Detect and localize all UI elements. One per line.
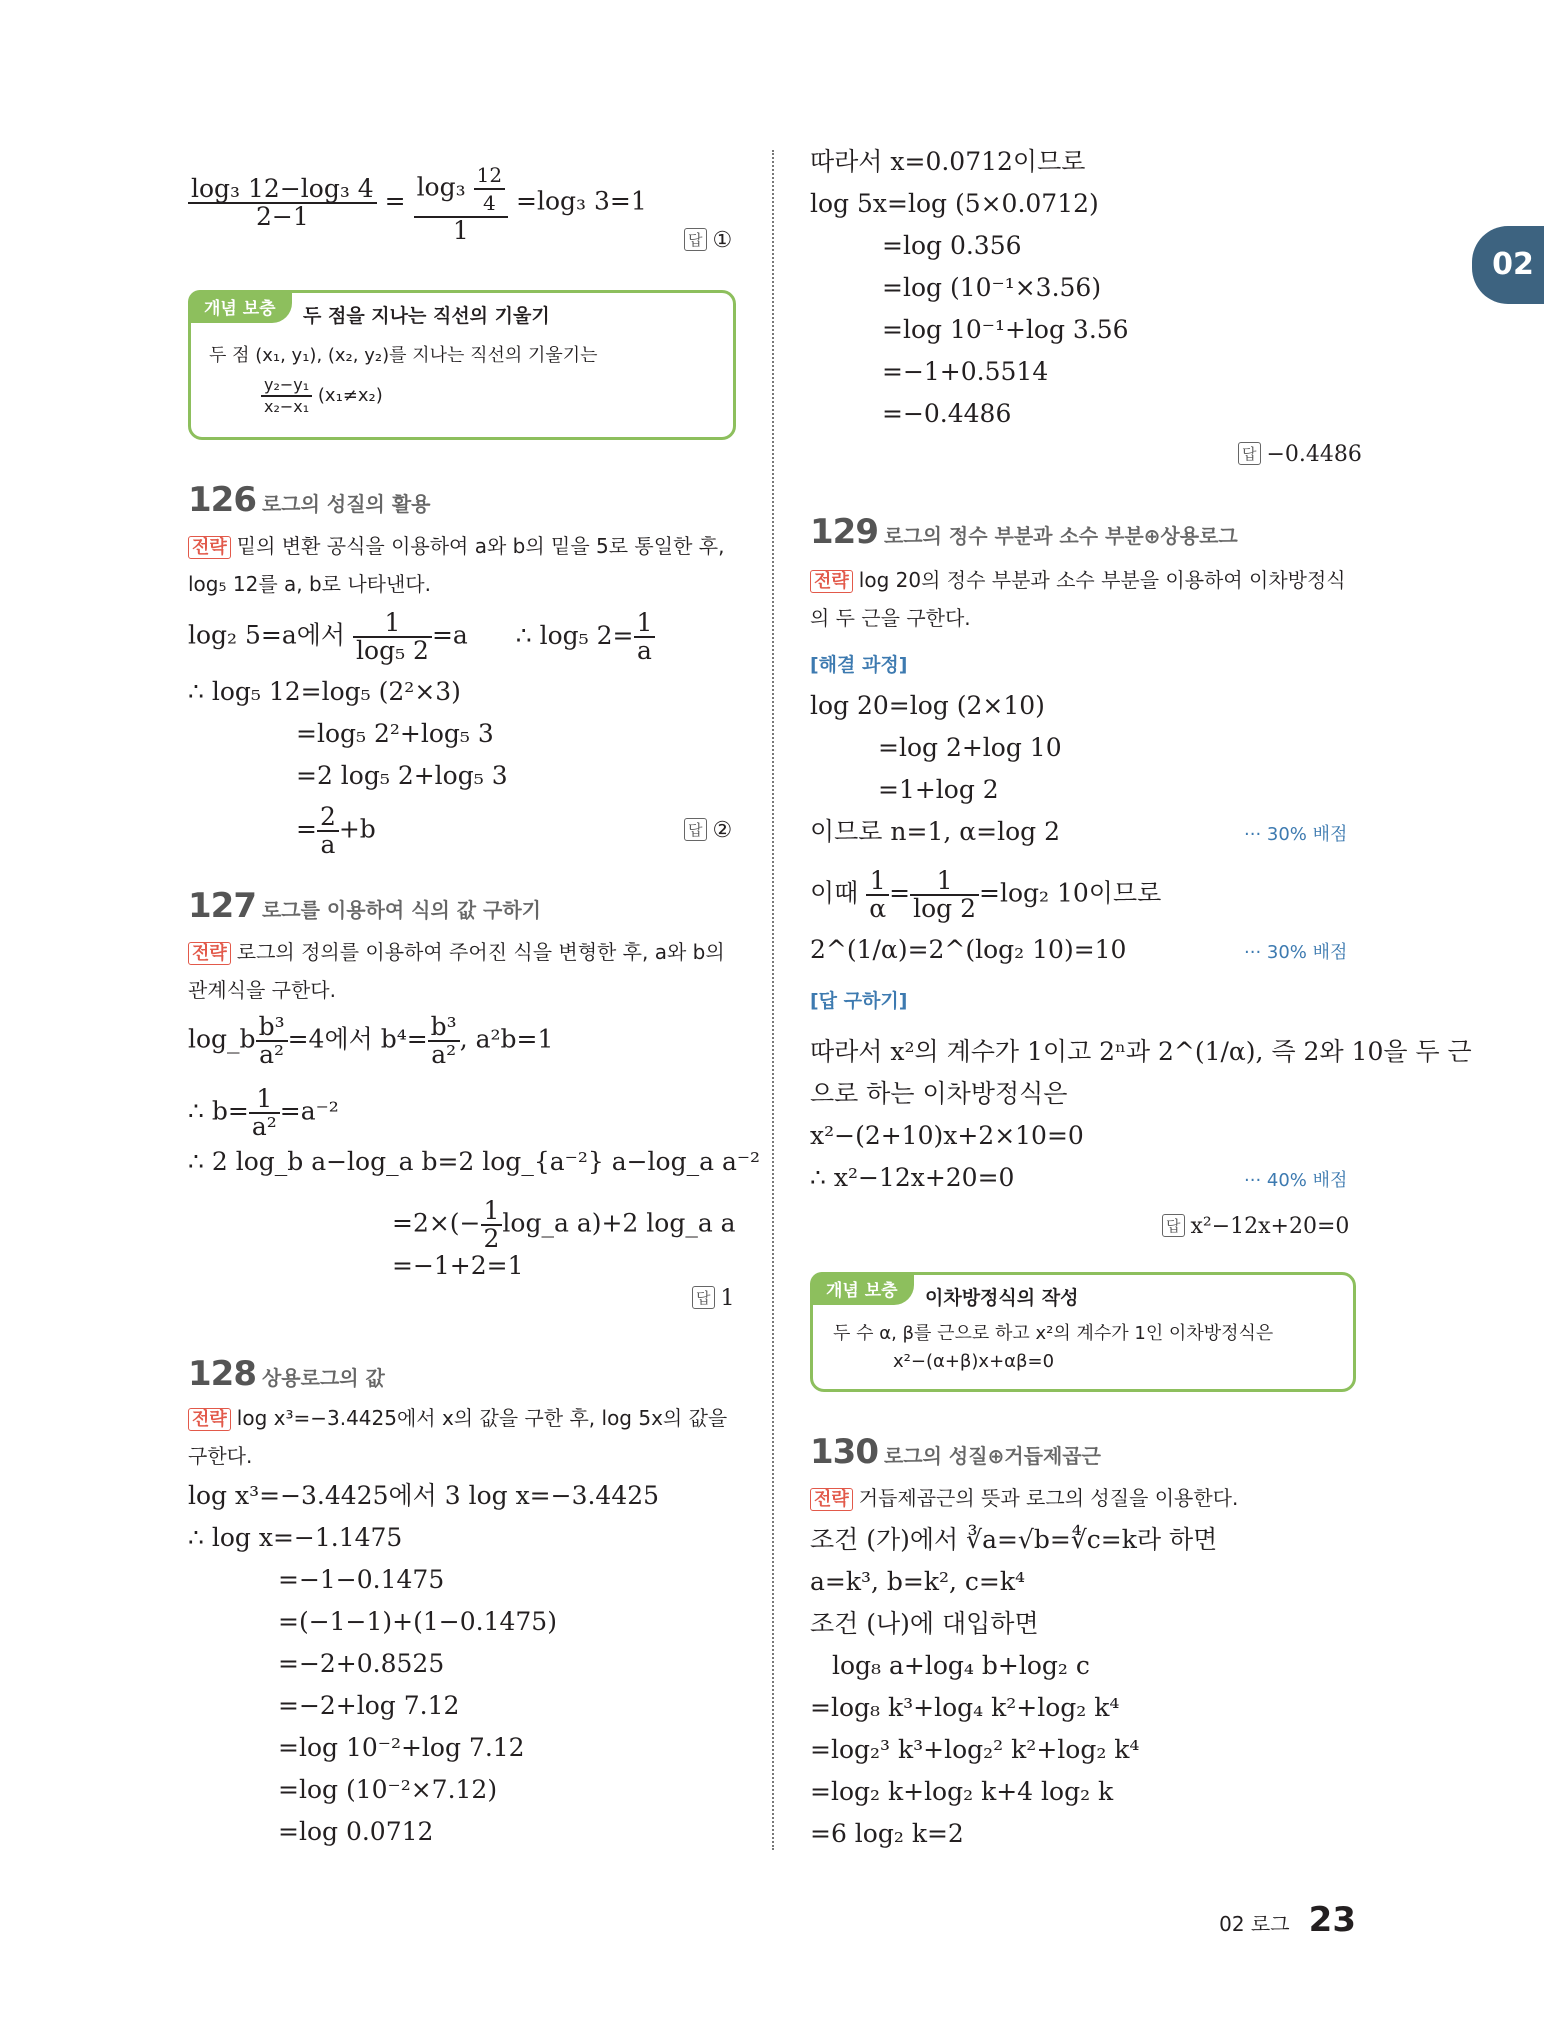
eq-130-3: 조건 (나)에 대입하면 bbox=[810, 1609, 1039, 1638]
strategy-128: 전략 log x³=−3.4425에서 x의 값을 구한 후, log 5x의 값을 구한다. bbox=[188, 1406, 728, 1468]
column-divider bbox=[772, 150, 774, 1850]
concept-title: 두 점을 지나는 직선의 기울기 bbox=[303, 305, 550, 327]
eq-128c-5: =log 10⁻¹+log 3.56 bbox=[882, 315, 1129, 344]
eq-126-2: ∴ log₅ 12=log₅ (2²×3) bbox=[188, 677, 461, 706]
eq-129-6: 2^(1/α)=2^(log₂ 10)=10 bbox=[810, 935, 1127, 964]
problem-129-heading: 129 로그의 정수 부분과 소수 부분⊕상용로그 bbox=[810, 512, 1238, 552]
concept-tag: 개념 보충 bbox=[810, 1272, 914, 1305]
eq-129-8: 으로 하는 이차방정식은 bbox=[810, 1079, 1068, 1108]
page-number: 23 bbox=[1308, 1900, 1356, 1940]
eq-129-2: =log 2+log 10 bbox=[878, 733, 1062, 762]
eq-130-2: a=k³, b=k², c=k⁴ bbox=[810, 1567, 1026, 1596]
problem-126-heading: 126 로그의 성질의 활용 bbox=[188, 480, 431, 520]
answer-129: 답 x²−12x+20=0 bbox=[1162, 1214, 1349, 1239]
strategy-126: 전략 밑의 변환 공식을 이용하여 a와 b의 밑을 5로 통일한 후, log₅ 12를 a, b로 나타낸다. bbox=[188, 534, 725, 596]
eq-128c-1: 따라서 x=0.0712이므로 bbox=[810, 147, 1086, 176]
eq-129-4: 이므로 n=1, α=log 2 bbox=[810, 817, 1060, 846]
chapter-tab: 02 bbox=[1472, 226, 1544, 304]
eq-127-5: =−1+2=1 bbox=[392, 1251, 524, 1280]
eq-128c-4: =log (10⁻¹×3.56) bbox=[882, 273, 1102, 302]
step-answer: [답 구하기] bbox=[810, 990, 908, 1012]
step-solving: [해결 과정] bbox=[810, 654, 908, 676]
eq-126-1: log₂ 5=a에서 $\frac{1}{\text{log₅ 2}}$ =a ∴ log₅ 2= $\frac{1}{a}$ bbox=[188, 610, 655, 664]
score-2: ··· 30% 배점 bbox=[1244, 942, 1348, 963]
top-equation: $\frac{\text{log₃ 12−log₃ 4}}{2-1}$ = log₃ $\frac{12}{4}$ 1 =log₃ 3=1 bbox=[188, 162, 647, 244]
concept-formula: x²−(α+β)x+αβ=0 bbox=[893, 1351, 1055, 1372]
answer-127: 답 1 bbox=[692, 1286, 735, 1311]
answer-126: 답 ② bbox=[684, 818, 732, 843]
problem-128-heading: 128 상용로그의 값 bbox=[188, 1354, 385, 1394]
page-footer bbox=[1219, 1900, 1356, 1940]
eq-128-5: =−2+0.8525 bbox=[278, 1649, 445, 1678]
problem-127-heading: 127 로그를 이용하여 식의 값 구하기 bbox=[188, 886, 541, 926]
eq-126-5: = $\frac{2}{a}$ +b bbox=[296, 802, 376, 859]
eq-129-1: log 20=log (2×10) bbox=[810, 691, 1045, 720]
score-1: ··· 30% 배점 bbox=[1244, 824, 1348, 845]
eq-128c-7: =−0.4486 bbox=[882, 399, 1012, 428]
concept-tag: 개념 보충 bbox=[188, 290, 292, 323]
concept-title: 이차방정식의 작성 bbox=[925, 1287, 1079, 1309]
eq-128c-6: =−1+0.5514 bbox=[882, 357, 1049, 386]
eq-128c-2: log 5x=log (5×0.0712) bbox=[810, 189, 1099, 218]
eq-129-10: ∴ x²−12x+20=0 bbox=[810, 1163, 1015, 1192]
eq-126-3: =log₅ 2²+log₅ 3 bbox=[296, 719, 494, 748]
eq-129-3: =1+log 2 bbox=[878, 775, 999, 804]
eq-128-3: =−1−0.1475 bbox=[278, 1565, 445, 1594]
concept-box-quadratic bbox=[810, 1272, 1356, 1392]
eq-127-3: ∴ 2 log_b a−log_a b=2 log_{a⁻²} a−log_a a⁻² bbox=[188, 1147, 761, 1176]
eq-128-1: log x³=−3.4425에서 3 log x=−3.4425 bbox=[188, 1481, 660, 1510]
concept-line: 두 점 (x₁, y₁), (x₂, y₂)를 지나는 직선의 기울기는 bbox=[209, 345, 598, 366]
strategy-127: 전략 로그의 정의를 이용하여 주어진 식을 변형한 후, a와 b의 관계식을 구한다. bbox=[188, 940, 725, 1002]
eq-127-1: log_b $\frac{\text{b³}}{\text{a²}}$ =4에서 b⁴= $\frac{\text{b³}}{\text{a²}}$ , a²b=1 bbox=[188, 1012, 554, 1069]
answer-125: 답 ① bbox=[684, 228, 732, 253]
concept-line: 두 수 α, β를 근으로 하고 x²의 계수가 1인 이차방정식은 bbox=[833, 1323, 1274, 1344]
eq-128-8: =log (10⁻²×7.12) bbox=[278, 1775, 498, 1804]
eq-127-2: ∴ b= $\frac{1}{\text{a²}}$ =a⁻² bbox=[188, 1084, 339, 1141]
eq-130-1: 조건 (가)에서 ∛a=√b=∜c=k라 하면 bbox=[810, 1525, 1218, 1554]
eq-130-7: =log₂ k+log₂ k+4 log₂ k bbox=[810, 1777, 1114, 1806]
concept-formula: $\frac{\text{y₂−y₁}}{\text{x₂−x₁}}$ (x₁≠x₂) bbox=[261, 375, 383, 417]
eq-130-4: log₈ a+log₄ b+log₂ c bbox=[832, 1651, 1090, 1680]
score-3: ··· 40% 배점 bbox=[1244, 1170, 1348, 1191]
footer-chapter-label: 02 로그 bbox=[1219, 1912, 1290, 1936]
eq-128-6: =−2+log 7.12 bbox=[278, 1691, 460, 1720]
eq-129-7: 따라서 x²의 계수가 1이고 2ⁿ과 2^(1/α), 즉 2와 10을 두 근 bbox=[810, 1037, 1472, 1066]
eq-128-2: ∴ log x=−1.1475 bbox=[188, 1523, 403, 1552]
eq-128-4: =(−1−1)+(1−0.1475) bbox=[278, 1607, 557, 1636]
problem-130-heading: 130 로그의 성질⊕거듭제곱근 bbox=[810, 1432, 1101, 1472]
eq-128-7: =log 10⁻²+log 7.12 bbox=[278, 1733, 525, 1762]
eq-129-5: 이때 $\frac{1}{\alpha}$ = $\frac{1}{\log 2}$ =log₂ 10이므로 bbox=[810, 866, 1162, 923]
eq-129-9: x²−(2+10)x+2×10=0 bbox=[810, 1121, 1084, 1150]
strategy-129: 전략 log 20의 정수 부분과 소수 부분을 이용하여 이차방정식의 두 근을 구한다. bbox=[810, 568, 1346, 630]
concept-box-slope bbox=[188, 290, 736, 440]
eq-130-8: =6 log₂ k=2 bbox=[810, 1819, 964, 1848]
eq-126-4: =2 log₅ 2+log₅ 3 bbox=[296, 761, 508, 790]
strategy-130: 전략 거듭제곱근의 뜻과 로그의 성질을 이용한다. bbox=[810, 1480, 1358, 1518]
eq-130-5: =log₈ k³+log₄ k²+log₂ k⁴ bbox=[810, 1693, 1120, 1722]
eq-128c-3: =log 0.356 bbox=[882, 231, 1022, 260]
answer-128: 답 −0.4486 bbox=[1238, 442, 1362, 467]
eq-130-6: =log₂³ k³+log₂² k²+log₂ k⁴ bbox=[810, 1735, 1140, 1764]
eq-128-9: =log 0.0712 bbox=[278, 1817, 434, 1846]
eq-127-4: =2×(− $\frac{1}{2}$ log_a a)+2 log_a a bbox=[392, 1196, 736, 1253]
